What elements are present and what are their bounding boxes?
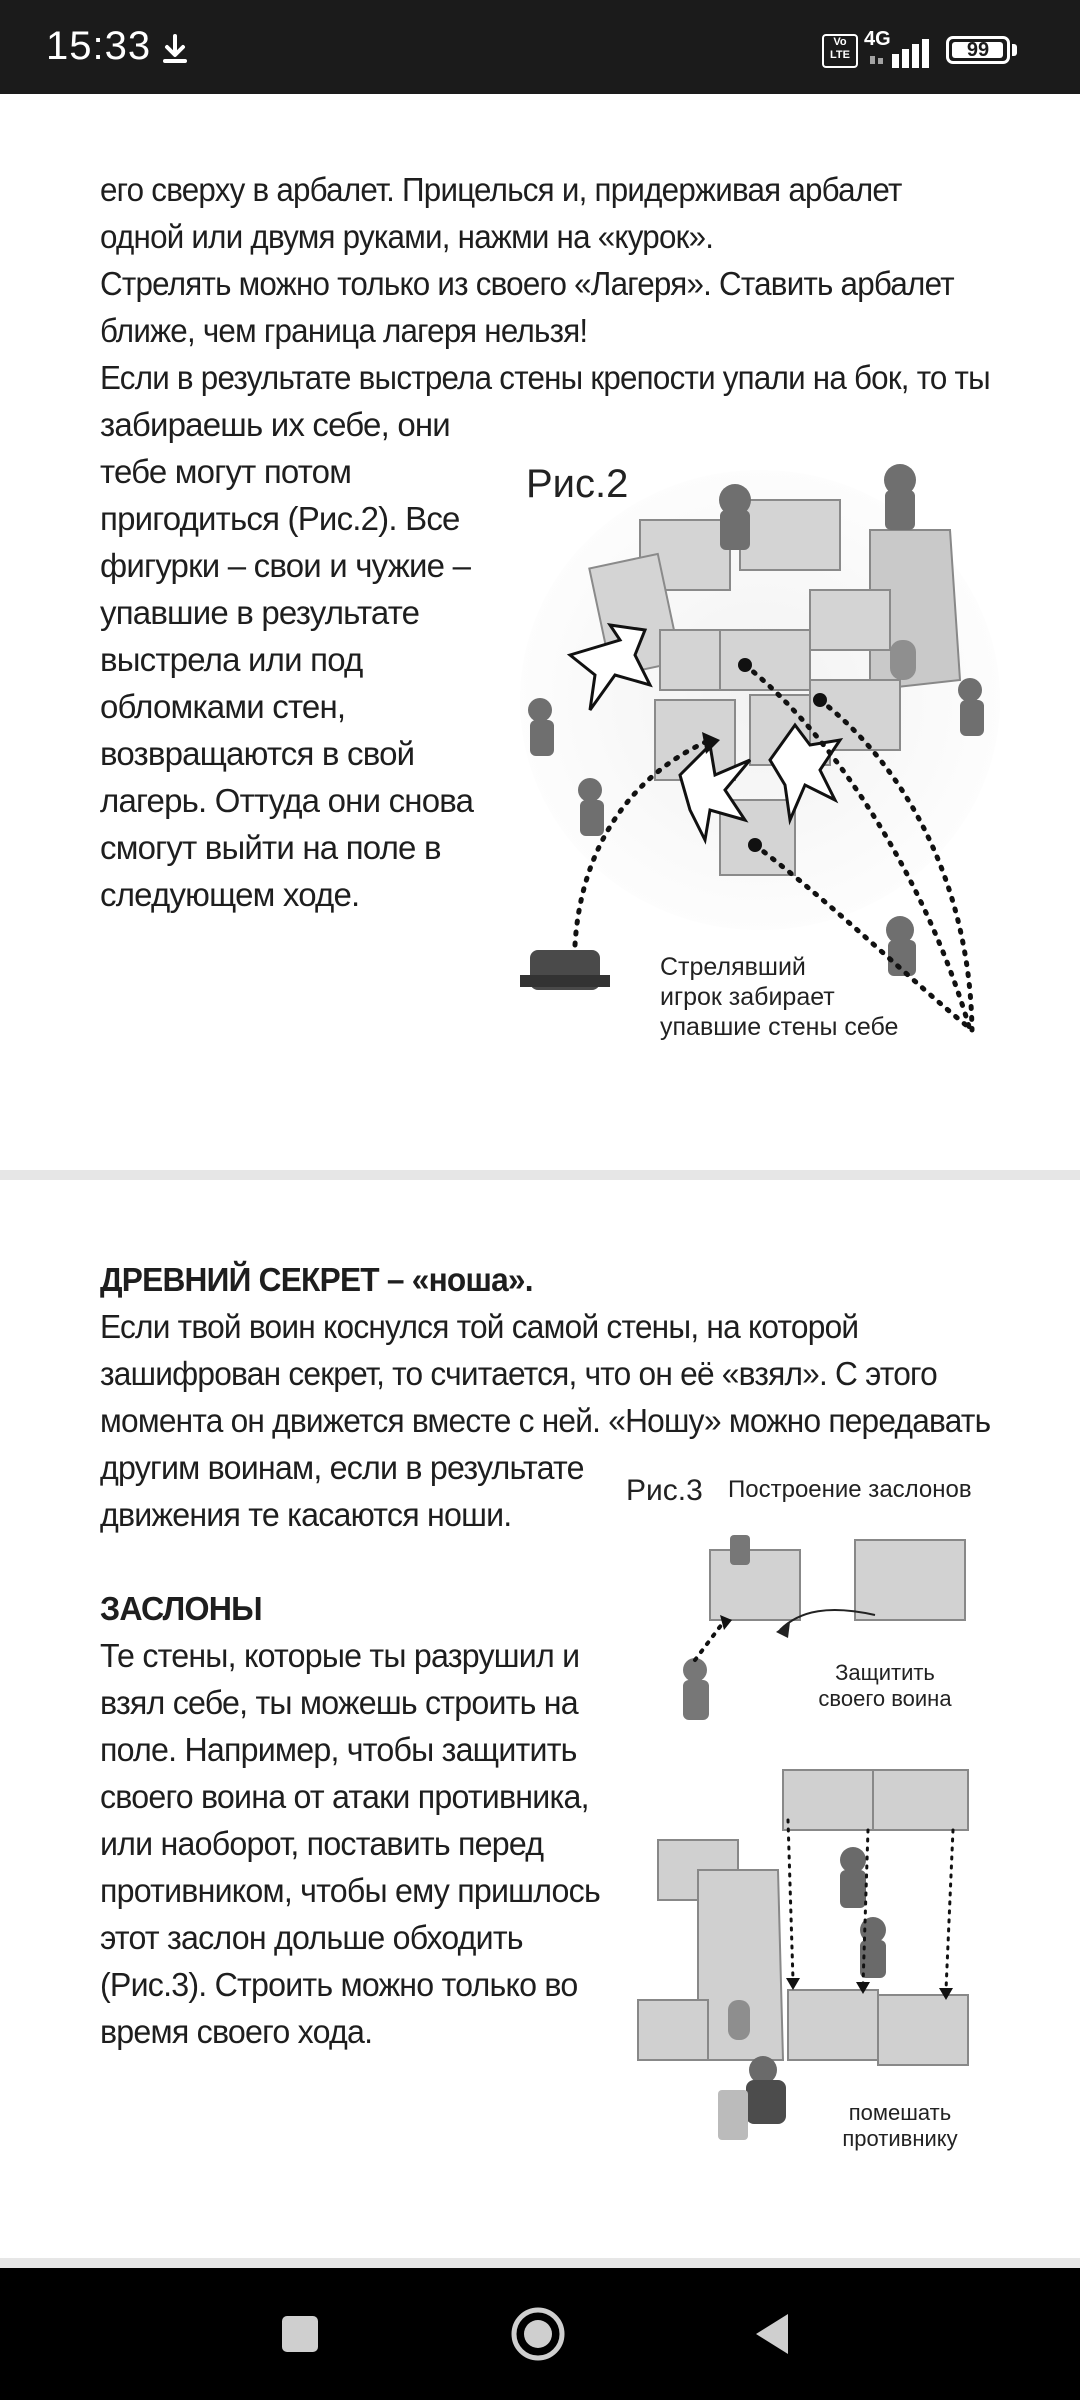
text-line: смогут выйти на поле в	[100, 829, 441, 866]
text-line: время своего хода.	[100, 2013, 373, 2050]
navigation-bar	[0, 2268, 1080, 2400]
page-divider	[0, 1170, 1080, 1180]
text-line: Те стены, которые ты разрушил и	[100, 1637, 580, 1674]
network-type-label: 4G	[864, 28, 891, 50]
figure3-block-caption	[830, 2100, 970, 2152]
text-line: Стрелять можно только из своего «Лагеря». Ставить арбалет	[100, 265, 954, 302]
text-line: Если в результате выстрела стены крепости упали на бок, то ты	[100, 359, 990, 396]
text-line: другим воинам, если в результате	[100, 1449, 584, 1486]
figure3-title: Построение заслонов	[728, 1476, 972, 1503]
figure2-caption	[660, 952, 898, 1042]
text-line: этот заслон дольше обходить	[100, 1919, 523, 1956]
caption-line: своего воина	[818, 1686, 952, 1711]
page-divider	[0, 2258, 1080, 2268]
page2-text-top	[100, 1256, 990, 1444]
figure2-label: Рис.2	[526, 462, 629, 506]
text-line: лагерь. Оттуда они снова	[100, 782, 474, 819]
text-line: противником, чтобы ему пришлось	[100, 1872, 600, 1909]
figure3-protect-caption	[810, 1660, 960, 1712]
circle-home-icon[interactable]	[508, 2304, 568, 2364]
text-line: тебе могут потом	[100, 453, 352, 490]
text-line: поле. Например, чтобы защитить	[100, 1731, 577, 1768]
page1-text-full	[100, 166, 990, 401]
square-recents-icon[interactable]	[280, 2314, 320, 2354]
battery-icon	[946, 36, 1010, 64]
text-line: его сверху в арбалет. Прицелься и, придерживая арбалет	[100, 171, 902, 208]
triangle-back-icon[interactable]	[752, 2312, 792, 2356]
caption-line: упавшие стены себе	[660, 1013, 899, 1041]
figure3-label: Рис.3	[626, 1474, 703, 1507]
caption-line: Защитить	[835, 1660, 935, 1685]
caption-line: игрок забирает	[660, 983, 835, 1011]
text-line: обломками стен,	[100, 688, 346, 725]
battery-tip	[1012, 44, 1017, 56]
text-line: следующем ходе.	[100, 876, 360, 913]
caption-line: Стрелявший	[660, 953, 806, 981]
text-line: забираешь их себе, они	[100, 406, 450, 443]
text-line: возвращаются в свой	[100, 735, 415, 772]
status-bar	[0, 0, 1080, 94]
text-line: Если твой воин коснулся той самой стены, на которой	[100, 1308, 859, 1345]
clock-time: 15:33	[46, 24, 152, 68]
text-line: или наоборот, поставить перед	[100, 1825, 544, 1862]
text-line: (Рис.3). Строить можно только во	[100, 1966, 578, 2003]
download-icon	[160, 32, 190, 66]
text-line: фигурки – свои и чужие –	[100, 547, 471, 584]
section-heading-secret: ДРЕВНИЙ СЕКРЕТ – «ноша».	[100, 1261, 533, 1298]
text-line: зашифрован секрет, то считается, что он её «взял». С этого	[100, 1355, 937, 1392]
text-line: выстрела или под	[100, 641, 363, 678]
volte-icon: Vo LTE	[822, 34, 858, 68]
page1-text-narrow	[100, 401, 473, 918]
signal-strength-icon	[868, 38, 930, 68]
page2-text-narrow	[100, 1444, 600, 2055]
caption-line: противнику	[842, 2126, 958, 2151]
text-line: взял себе, ты можешь строить на	[100, 1684, 578, 1721]
text-line: упавшие в результате	[100, 594, 420, 631]
text-line: пригодиться (Рис.2). Все	[100, 500, 460, 537]
text-line: момента он движется вместе с ней. «Ношу» можно передавать	[100, 1402, 991, 1439]
text-line: ближе, чем граница лагеря нельзя!	[100, 312, 588, 349]
text-line: одной или двумя руками, нажми на «курок».	[100, 218, 714, 255]
text-line: своего воина от атаки противника,	[100, 1778, 589, 1815]
section-heading-barriers: ЗАСЛОНЫ	[100, 1590, 262, 1627]
spacer-line	[100, 1538, 600, 1585]
text-line: движения те касаются ноши.	[100, 1496, 512, 1533]
caption-line: помешать	[848, 2100, 952, 2125]
battery-percent: 99	[966, 39, 990, 61]
